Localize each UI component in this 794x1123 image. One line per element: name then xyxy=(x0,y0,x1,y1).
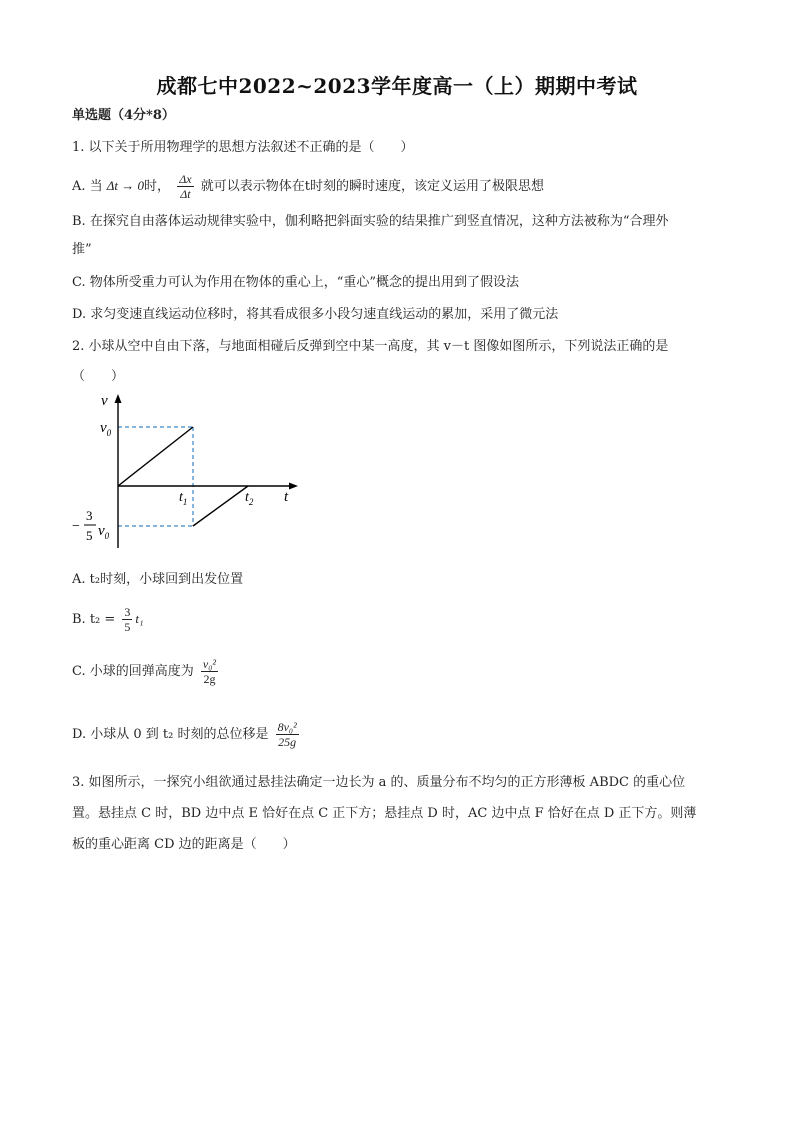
t1-label xyxy=(179,490,187,507)
y-axis-arrow xyxy=(115,394,122,403)
q1-a-suffix: 就可以表示物体在t时刻的瞬时速度，该定义运用了极限思想 xyxy=(200,179,544,194)
q1-option-d: D. 求匀变速直线运动位移时，将其看成很多小段匀速直线运动的累加，采用了微元法 xyxy=(72,307,559,322)
q2-b-frac-num: 3 xyxy=(124,605,131,619)
q1-a-delta-t: Δt → 0 xyxy=(106,178,145,193)
q2-d-frac-num: 8v₀² xyxy=(277,720,297,734)
q1-option-c: C. 物体所受重力可认为作用在物体的重心上，“重心”概念的提出用到了假设法 xyxy=(72,275,520,290)
neg-label-v xyxy=(98,523,110,541)
neg-minus-sign: − xyxy=(72,519,80,534)
t1-sub: 1 xyxy=(182,497,188,507)
t2-sub: 2 xyxy=(248,497,254,507)
t2-label xyxy=(245,490,254,507)
q1-a-frac-num: Δx xyxy=(179,172,192,186)
q2-c-frac-den: 2g xyxy=(203,672,216,686)
q3-line3: 板的重心距离 CD 边的距离是（ ） xyxy=(72,837,296,852)
q2-stem-line1: 2. 小球从空中自由下落，与地面相碰后反弹到空中某一高度，其 v－t 图像如图所示，下列说法正确的是 xyxy=(72,339,669,354)
t2-t: t xyxy=(245,490,249,505)
q2-option-b xyxy=(72,604,144,635)
neg-v: v xyxy=(98,523,105,539)
q2-c-fraction xyxy=(201,657,218,686)
y-top-label xyxy=(100,420,112,438)
q2-b-suffix: t₁ xyxy=(135,611,144,626)
q2-d-prefix: D. 小球从 0 到 t₂ 时刻的总位移是 xyxy=(72,727,269,742)
q1-stem: 1. 以下关于所用物理学的思想方法叙述不正确的是（ ） xyxy=(72,140,414,155)
q1-option-b-line2: 推” xyxy=(72,242,92,257)
q2-b-frac-den: 5 xyxy=(124,620,131,634)
q2-b-prefix: B. t₂ = xyxy=(72,612,116,627)
page-title: 成都七中2022~2023学年度高一（上）期期中考试 xyxy=(156,74,638,98)
x-axis-label: t xyxy=(284,489,289,505)
y-top-label-sub: 0 xyxy=(106,428,112,438)
q2-b-fraction xyxy=(122,605,132,634)
neg-frac-den: 5 xyxy=(86,528,93,543)
q3-line2: 置。悬挂点 C 时，BD 边中点 E 恰好在点 C 正下方；悬挂点 D 时，AC 边中点 F 恰好在点 D 正下方。则薄 xyxy=(72,806,697,821)
rebound-velocity-line xyxy=(193,486,248,526)
q2-c-prefix: C. 小球的回弹高度为 xyxy=(72,664,194,679)
q2-d-fraction xyxy=(276,720,299,749)
y-top-label-v: v xyxy=(100,420,107,436)
q2-d-frac-den: 25g xyxy=(278,735,297,749)
neg-v-sub: 0 xyxy=(104,531,110,541)
q2-option-a: A. t₂时刻，小球回到出发位置 xyxy=(72,572,244,587)
q2-c-frac-num: v₀² xyxy=(202,657,216,671)
neg-frac-num: 3 xyxy=(86,508,93,523)
vt-graph xyxy=(70,388,310,558)
q1-option-a xyxy=(72,172,544,201)
y-axis-label: v xyxy=(101,393,108,409)
q2-stem-line2: （ ） xyxy=(72,369,125,384)
q3-line1: 3. 如图所示，一探究小组欲通过悬挂法确定一边长为 a 的、质量分布不均匀的正方形薄板 ABDC 的重心位 xyxy=(72,775,686,790)
fall-velocity-line xyxy=(118,427,193,486)
q2-option-d xyxy=(72,720,302,750)
q1-option-b-line1: B. 在探究自由落体运动规律实验中，伽利略把斜面实验的结果推广到竖直情况，这种方法被称为“合理外 xyxy=(72,214,669,229)
x-axis-arrow xyxy=(289,483,298,490)
q1-a-prefix: A. 当 xyxy=(72,179,103,194)
q1-a-frac-den: Δt xyxy=(180,187,191,201)
q1-a-fraction xyxy=(177,172,193,201)
q2-option-c xyxy=(72,657,221,687)
t1-t: t xyxy=(179,490,183,505)
q1-a-mid: 时， xyxy=(144,179,171,194)
section-heading: 单选题（4分*8） xyxy=(72,108,175,123)
